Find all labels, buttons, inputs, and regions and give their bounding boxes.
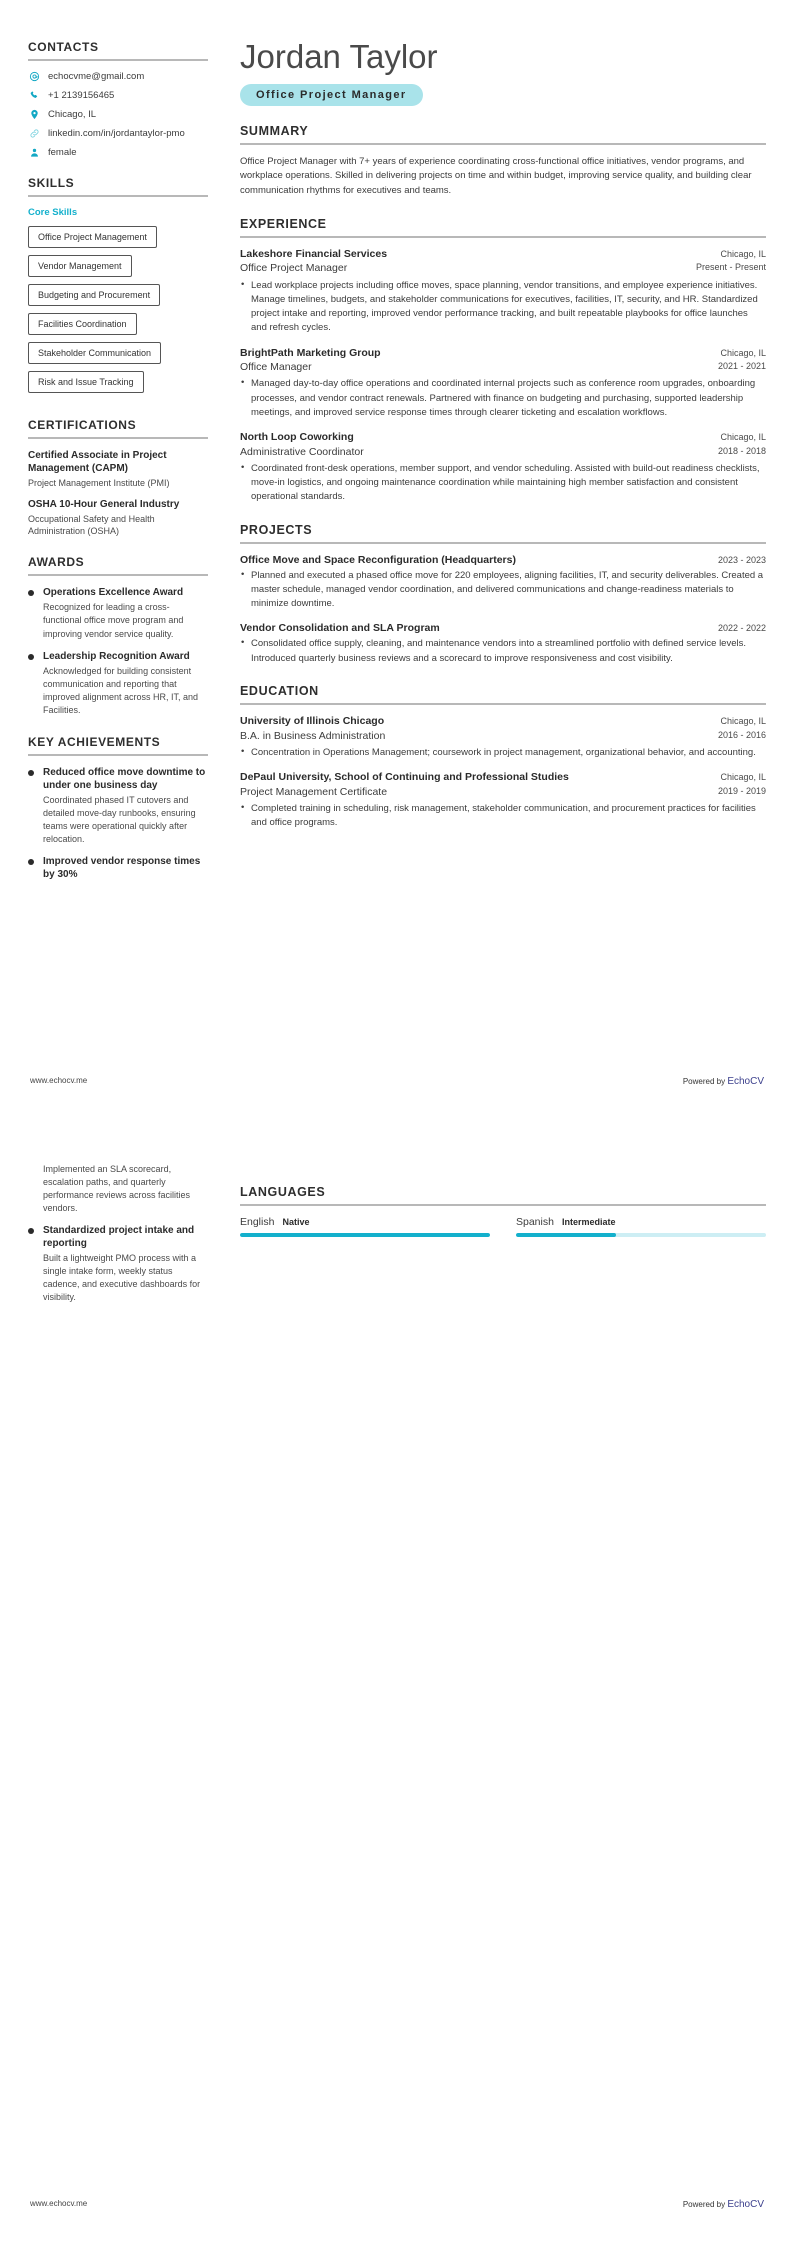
experience-organization: BrightPath Marketing Group bbox=[240, 346, 381, 359]
contact-item-gender bbox=[28, 147, 208, 158]
footer-url[interactable]: www.echocv.me bbox=[30, 1076, 88, 1085]
project-bullets bbox=[240, 637, 766, 666]
experience-bullets bbox=[240, 279, 766, 336]
sidebar-column-continued bbox=[28, 1163, 226, 1313]
education-entry bbox=[240, 715, 766, 760]
experience-dates: 2018 - 2018 bbox=[717, 445, 766, 456]
contact-item-location bbox=[28, 109, 208, 120]
experience-location: Chicago, IL bbox=[720, 432, 766, 443]
certifications-section bbox=[28, 418, 208, 537]
phone-icon bbox=[28, 90, 40, 101]
experience-section bbox=[240, 217, 766, 505]
project-dates: 2022 - 2022 bbox=[717, 623, 766, 634]
education-dates: 2016 - 2016 bbox=[717, 729, 766, 740]
link-icon bbox=[28, 128, 40, 139]
achievement-title: Standardized project intake and reporting bbox=[43, 1225, 195, 1250]
sidebar-column bbox=[28, 40, 226, 890]
languages-section bbox=[240, 1185, 766, 1237]
key-achievements-divider bbox=[28, 754, 208, 756]
language-name: Spanish bbox=[516, 1216, 554, 1228]
education-bullet: • Completed training in scheduling, risk management, stakeholder communication, and procurement practices for facilities and office programs. bbox=[240, 802, 766, 831]
summary-divider bbox=[240, 143, 766, 145]
experience-bullets bbox=[240, 462, 766, 505]
page-2-columns bbox=[0, 1123, 794, 1313]
achievement-description: Built a lightweight PMO process with a single intake form, weekly status cadence, and executive dashboards for visibility. bbox=[43, 1253, 201, 1303]
awards-section bbox=[28, 555, 208, 716]
certification-item bbox=[28, 449, 208, 489]
languages-heading: LANGUAGES bbox=[240, 1185, 326, 1199]
experience-organization: North Loop Coworking bbox=[240, 431, 354, 444]
experience-dates: Present - Present bbox=[695, 262, 766, 273]
experience-job-title: Office Manager bbox=[240, 361, 312, 374]
summary-heading: SUMMARY bbox=[240, 123, 309, 138]
certification-name: OSHA 10-Hour General Industry bbox=[28, 499, 180, 511]
language-item-spanish bbox=[516, 1216, 766, 1237]
education-degree: Project Management Certificate bbox=[240, 785, 388, 798]
experience-job-title: Administrative Coordinator bbox=[240, 445, 364, 458]
education-bullets bbox=[240, 746, 766, 760]
project-bullet: • Planned and executed a phased office move for 220 employees, aligning facilities, IT, and security deliverables. Created a master schedule, managed vendor coordination, and delivered communications and change-readiness materials to minimize downtime. bbox=[240, 569, 766, 612]
certifications-heading: CERTIFICATIONS bbox=[28, 418, 137, 432]
language-proficiency-fill bbox=[240, 1233, 490, 1237]
footer-url[interactable]: www.echocv.me bbox=[30, 2199, 88, 2208]
page-2-footer bbox=[0, 2199, 794, 2210]
language-proficiency-fill bbox=[516, 1233, 616, 1237]
contacts-section bbox=[28, 40, 208, 158]
experience-bullets bbox=[240, 377, 766, 420]
contact-value-linkedin: linkedin.com/in/jordantaylor-pmo bbox=[48, 128, 185, 139]
language-level: Intermediate bbox=[561, 1217, 616, 1227]
contact-item-phone[interactable] bbox=[28, 90, 208, 101]
role-badge: Office Project Manager bbox=[240, 84, 423, 106]
project-entry bbox=[240, 554, 766, 612]
experience-entry bbox=[240, 431, 766, 505]
contact-item-email[interactable] bbox=[28, 71, 208, 82]
powered-prefix: Powered by bbox=[682, 1077, 728, 1086]
contact-value-location: Chicago, IL bbox=[48, 109, 97, 120]
education-section bbox=[240, 684, 766, 830]
location-pin-icon bbox=[28, 109, 40, 120]
achievement-description: Implemented an SLA scorecard, escalation paths, and quarterly performance reviews across facilities vendors. bbox=[43, 1164, 191, 1214]
award-title: Operations Excellence Award bbox=[43, 587, 184, 599]
contact-item-linkedin[interactable] bbox=[28, 128, 208, 139]
language-item-english bbox=[240, 1216, 490, 1237]
experience-bullet: • Coordinated front-desk operations, member support, and vendor scheduling. Assisted with build-out readiness checklists, move-in logistics, and ongoing maintenance coordination while maintaining high member satisfaction and consistent operational standards. bbox=[240, 462, 766, 505]
experience-entry bbox=[240, 347, 766, 421]
education-bullets bbox=[240, 802, 766, 831]
education-location: Chicago, IL bbox=[720, 772, 766, 783]
achievement-item bbox=[28, 766, 208, 846]
page-title: Jordan Taylor bbox=[240, 38, 438, 75]
certification-name: Certified Associate in Project Management (CAPM) bbox=[28, 450, 167, 474]
project-bullets bbox=[240, 569, 766, 612]
contacts-heading: CONTACTS bbox=[28, 40, 99, 54]
skills-heading: SKILLS bbox=[28, 176, 75, 190]
skills-tag-list bbox=[28, 226, 208, 400]
projects-heading: PROJECTS bbox=[240, 522, 313, 537]
powered-brand: EchoCV bbox=[727, 1076, 764, 1087]
bullet-dot-icon bbox=[28, 770, 34, 776]
person-icon bbox=[28, 147, 40, 158]
certification-org: Project Management Institute (PMI) bbox=[28, 478, 170, 488]
experience-entry bbox=[240, 248, 766, 336]
award-description: Recognized for leading a cross-functional office move program and improving vendor service quality. bbox=[43, 602, 184, 639]
language-proficiency-bar bbox=[516, 1233, 766, 1237]
skill-tag: Budgeting and Procurement bbox=[28, 284, 160, 306]
education-divider bbox=[240, 703, 766, 705]
main-column bbox=[226, 40, 766, 890]
education-heading: EDUCATION bbox=[240, 683, 319, 698]
achievement-item bbox=[28, 855, 208, 881]
skills-group-title: Core Skills bbox=[28, 207, 78, 218]
projects-divider bbox=[240, 542, 766, 544]
footer-powered-by bbox=[683, 1076, 764, 1087]
awards-heading: AWARDS bbox=[28, 555, 85, 570]
education-entry bbox=[240, 771, 766, 830]
achievement-item bbox=[28, 1224, 208, 1304]
language-level: Native bbox=[282, 1217, 310, 1227]
languages-divider bbox=[240, 1204, 766, 1206]
experience-location: Chicago, IL bbox=[720, 248, 766, 259]
experience-location: Chicago, IL bbox=[720, 347, 766, 358]
resume-header bbox=[240, 40, 766, 106]
project-name: Office Move and Space Reconfiguration (Headquarters) bbox=[240, 553, 516, 566]
main-column-continued bbox=[226, 1163, 766, 1313]
summary-section bbox=[240, 124, 766, 199]
skills-divider bbox=[28, 195, 208, 197]
language-name: English bbox=[240, 1216, 275, 1228]
achievement-description: Coordinated phased IT cutovers and detailed move-day runbooks, ensuring teams were operational quickly after relocation. bbox=[43, 794, 196, 844]
education-location: Chicago, IL bbox=[720, 715, 766, 726]
award-title: Leadership Recognition Award bbox=[43, 650, 190, 662]
certifications-divider bbox=[28, 437, 208, 439]
projects-section bbox=[240, 523, 766, 666]
project-dates: 2023 - 2023 bbox=[717, 554, 766, 565]
key-achievements-section bbox=[28, 735, 208, 881]
contact-value-gender: female bbox=[48, 147, 77, 158]
resume-page-2 bbox=[0, 1123, 794, 2246]
language-proficiency-bar bbox=[240, 1233, 490, 1237]
award-item bbox=[28, 586, 208, 640]
skill-tag: Facilities Coordination bbox=[28, 313, 137, 335]
project-bullet: • Consolidated office supply, cleaning, and maintenance vendors into a streamlined portfolio with defined service levels. Introduced quarterly business reviews and a scorecard to improve responsiveness and cost visibility. bbox=[240, 637, 766, 666]
achievement-title: Reduced office move downtime to under one business day bbox=[43, 766, 206, 791]
key-achievements-continued bbox=[28, 1163, 208, 1304]
skill-tag: Office Project Management bbox=[28, 226, 157, 248]
experience-bullet: • Lead workplace projects including office moves, space planning, vendor transitions, and employee experience initiatives. Manage timelines, budgets, and stakeholder communications for executives, facilities, IT, security, and HR. Standardized project intake and reporting, improved vendor performance tracking, and built repeatable playbooks for office launches and refresh cycles. bbox=[240, 279, 766, 336]
achievement-title: Improved vendor response times by 30% bbox=[43, 855, 201, 880]
bullet-dot-icon bbox=[28, 654, 34, 660]
achievement-item bbox=[28, 1163, 208, 1215]
skill-tag: Stakeholder Communication bbox=[28, 342, 161, 364]
page-1-columns bbox=[0, 0, 794, 890]
experience-dates: 2021 - 2021 bbox=[717, 361, 766, 372]
footer-powered-by bbox=[683, 2199, 764, 2210]
summary-text: Office Project Manager with 7+ years of experience coordinating cross-functional office initiatives, vendor programs, and workplace operations. Skilled in delivering projects on time and within budget, improving service quality, and building clear communication rhythms for executives and teams. bbox=[240, 155, 752, 197]
project-name: Vendor Consolidation and SLA Program bbox=[240, 622, 440, 635]
award-description: Acknowledged for building consistent communication and reporting that improved alignment across HR, IT, and Facilities. bbox=[43, 665, 199, 715]
skills-section bbox=[28, 176, 208, 400]
experience-job-title: Office Project Manager bbox=[240, 262, 348, 275]
bullet-dot-icon bbox=[28, 1228, 34, 1234]
contact-value-phone: +1 2139156465 bbox=[48, 90, 115, 101]
award-item bbox=[28, 650, 208, 717]
experience-bullet: • Managed day-to-day office operations and coordinated internal projects such as conference room upgrades, onboarding processes, and vendor contract renewals. Partnered with finance on budgeting and purchasing, supported leadership meetings, and improved service response times through clearer ticketing and escalation workflows. bbox=[240, 377, 766, 420]
powered-prefix: Powered by bbox=[682, 2200, 728, 2209]
bullet-dot-icon bbox=[28, 590, 34, 596]
key-achievements-heading: KEY ACHIEVEMENTS bbox=[28, 734, 161, 749]
education-organization: University of Illinois Chicago bbox=[240, 714, 385, 727]
powered-brand: EchoCV bbox=[727, 2199, 764, 2210]
experience-heading: EXPERIENCE bbox=[240, 216, 327, 231]
education-organization: DePaul University, School of Continuing and Professional Studies bbox=[240, 771, 569, 784]
education-degree: B.A. in Business Administration bbox=[240, 729, 386, 742]
page-1-footer bbox=[0, 1076, 794, 1087]
education-bullet: • Concentration in Operations Management; coursework in project management, organizational behavior, and accounting. bbox=[240, 746, 766, 760]
skill-tag: Risk and Issue Tracking bbox=[28, 371, 144, 393]
contacts-divider bbox=[28, 59, 208, 61]
contact-value-email: echocvme@gmail.com bbox=[48, 71, 145, 82]
experience-organization: Lakeshore Financial Services bbox=[240, 247, 388, 260]
project-entry bbox=[240, 622, 766, 666]
education-dates: 2019 - 2019 bbox=[717, 785, 766, 796]
skill-tag: Vendor Management bbox=[28, 255, 132, 277]
certification-org: Occupational Safety and Health Administration (OSHA) bbox=[28, 514, 155, 537]
experience-divider bbox=[240, 236, 766, 238]
email-icon bbox=[28, 71, 40, 82]
languages-list bbox=[240, 1216, 766, 1237]
awards-divider bbox=[28, 574, 208, 576]
bullet-dot-icon bbox=[28, 859, 34, 865]
certification-item bbox=[28, 498, 208, 537]
